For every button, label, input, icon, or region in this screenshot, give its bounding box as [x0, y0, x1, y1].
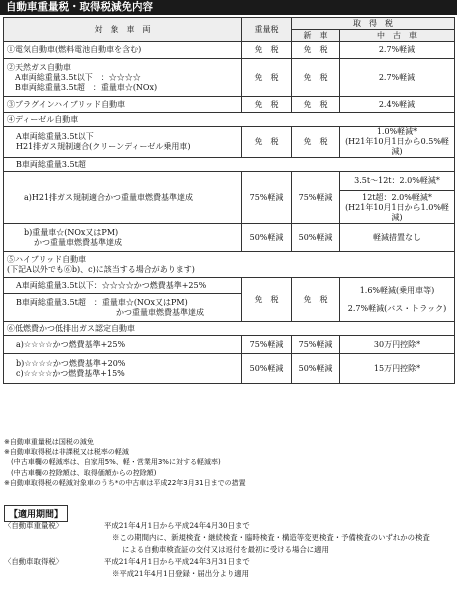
- row-weight: 免 税: [242, 42, 292, 59]
- row-label: A車両総重量3.5t以下：☆☆☆☆かつ燃費基準+25%: [4, 278, 242, 294]
- row-weight: 免 税: [242, 59, 292, 97]
- period-section: [4, 520, 454, 580]
- row-label: B車両総重量3.5t超 ：重量車☆(NOx又はPM) かつ重量車燃費基準達成: [4, 294, 242, 322]
- acq-tax-label: 〈自動車取得税〉: [4, 557, 64, 566]
- row-used: 3.5t～12t：2.0%軽減* 12t超：2.0%軽減* (H21年10月1日から1.0%軽減): [340, 172, 455, 224]
- weight-tax-note: ※この期間内に、新規検査・継続検査・臨時検査・構造等変更検査・予備検査のいずれかの検査: [112, 533, 430, 542]
- row-new: 50%軽減: [292, 224, 340, 252]
- row-weight: 50%軽減: [242, 224, 292, 252]
- row-weight: 50%軽減: [242, 354, 292, 384]
- row-used: 2.7%軽減: [340, 42, 455, 59]
- row-label: ③プラグインハイブリッド自動車: [4, 97, 242, 113]
- row-new: 免 税: [292, 59, 340, 97]
- period-heading: 【適用期間】: [4, 505, 68, 522]
- row-label: A車両総重量3.5t以下 H21排ガス規制適合(クリーンディーゼル乗用車): [4, 127, 242, 158]
- header-acq-tax: 取 得 税: [292, 18, 455, 30]
- row-new: 75%軽減: [292, 336, 340, 354]
- row-new: 免 税: [292, 278, 340, 322]
- note-line: ※自動車重量税は国税の減免: [4, 438, 94, 446]
- notes: [4, 437, 454, 488]
- weight-tax-label: 〈自動車重量税〉: [4, 521, 64, 530]
- row-new: 免 税: [292, 42, 340, 59]
- row-used: 1.6%軽減(乗用車等) 2.7%軽減(バス・トラック): [340, 278, 455, 322]
- note-line: (中古車欄の控除額は、取得価額からの控除額): [4, 468, 157, 477]
- acq-tax-note: ※平成21年4月1日登録・届出分より適用: [112, 569, 250, 578]
- row-label: a)H21排ガス規制適合かつ重量車燃費基準達成: [4, 172, 242, 224]
- section-label: ⑤ハイブリッド自動車 (下記A以外でも⑥b)、c)に該当する場合があります): [4, 252, 455, 278]
- row-used: 2.4%軽減: [340, 97, 455, 113]
- note-line: ※自動車取得税の軽減対象車のうち*の中古車は平成22年3月31日までの措置: [4, 478, 246, 487]
- row-weight: 免 税: [242, 278, 292, 322]
- row-used: 1.0%軽減* (H21年10月1日から0.5%軽減): [340, 127, 455, 158]
- row-weight: 75%軽減: [242, 336, 292, 354]
- section-label: B車両総重量3.5t超: [4, 158, 455, 172]
- tax-table: [3, 17, 455, 384]
- row-label: ②天然ガス自動車 A車両総重量3.5t以下 ：☆☆☆☆ B車両総重量3.5t超 ：重量車☆(NOx): [4, 59, 242, 97]
- row-used: 15万円控除*: [340, 354, 455, 384]
- row-weight: 免 税: [242, 127, 292, 158]
- row-new: 免 税: [292, 97, 340, 113]
- acq-tax-period: 平成21年4月1日から平成24年3月31日まで: [104, 557, 250, 566]
- header-weight-tax: 重量税: [242, 18, 292, 42]
- row-label: b)重量車☆(NOx又はPM) かつ重量車燃費基準達成: [4, 224, 242, 252]
- row-new: 免 税: [292, 127, 340, 158]
- row-used: 2.7%軽減: [340, 59, 455, 97]
- row-label: b)☆☆☆☆かつ燃費基準+20% c)☆☆☆☆かつ燃費基準+15%: [4, 354, 242, 384]
- note-line: (中古車欄の軽減率は、自家用5%、軽・営業用3%に対する軽減率): [4, 458, 221, 467]
- row-weight: 免 税: [242, 97, 292, 113]
- row-label: a)☆☆☆☆かつ燃費基準+25%: [4, 336, 242, 354]
- header-used-car: 中 古 車: [340, 30, 455, 42]
- row-used: 軽減措置なし: [340, 224, 455, 252]
- row-weight: 75%軽減: [242, 172, 292, 224]
- weight-tax-note: による自動車検査証の交付又は返付を最初に受ける場合に適用: [122, 545, 329, 554]
- header-new-car: 新 車: [292, 30, 340, 42]
- page-title: 自動車重量税・取得税減免内容: [0, 0, 457, 15]
- row-label: ①電気自動車(燃料電池自動車を含む): [4, 42, 242, 59]
- note-line: ※自動車取得税は非課税又は税率の軽減: [4, 448, 129, 457]
- section-label: ⑥低燃費かつ低排出ガス認定自動車: [4, 322, 455, 336]
- row-new: 75%軽減: [292, 172, 340, 224]
- section-label: ④ディーゼル自動車: [4, 113, 455, 127]
- row-used: 30万円控除*: [340, 336, 455, 354]
- row-new: 50%軽減: [292, 354, 340, 384]
- weight-tax-period: 平成21年4月1日から平成24年4月30日まで: [104, 521, 250, 530]
- header-target: 対 象 車 両: [4, 18, 242, 42]
